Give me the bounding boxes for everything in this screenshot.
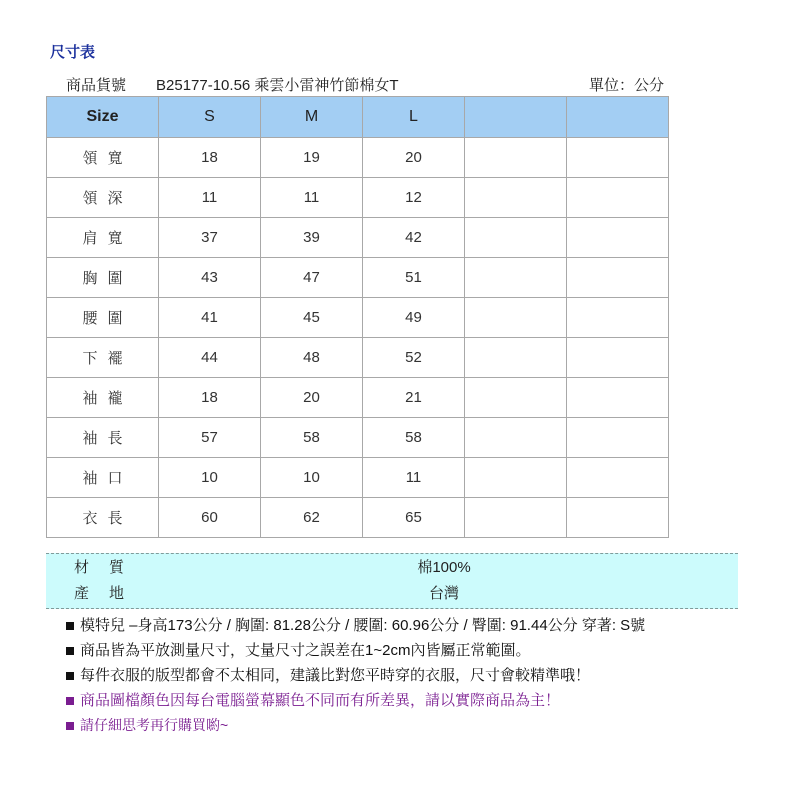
measurement-value: 48 xyxy=(261,338,363,378)
note-item xyxy=(66,638,766,663)
size-table-row xyxy=(47,218,669,258)
product-info-row xyxy=(66,74,668,96)
measurement-value: 18 xyxy=(159,378,261,418)
size-table-header-row xyxy=(47,97,669,138)
size-table-row xyxy=(47,418,669,458)
measurement-label: 袖襱 xyxy=(47,378,159,418)
size-header-cell: M xyxy=(261,97,363,138)
origin-row xyxy=(46,582,738,607)
measurement-value: 11 xyxy=(261,178,363,218)
size-table-row xyxy=(47,298,669,338)
measurement-value: 10 xyxy=(261,458,363,498)
measurement-value: 42 xyxy=(363,218,465,258)
measurement-value xyxy=(465,498,567,538)
measurement-label: 下襬 xyxy=(47,338,159,378)
measurement-value xyxy=(465,218,567,258)
measurement-value xyxy=(465,178,567,218)
measurement-value: 19 xyxy=(261,138,363,178)
size-header-cell: Size xyxy=(47,97,159,138)
measurement-value xyxy=(465,338,567,378)
measurement-value xyxy=(567,258,669,298)
material-label: 材質 xyxy=(74,559,145,576)
measurement-value: 60 xyxy=(159,498,261,538)
measurement-value: 65 xyxy=(363,498,465,538)
size-table-row xyxy=(47,338,669,378)
origin-label: 產地 xyxy=(74,585,145,602)
note-item xyxy=(66,688,766,713)
note-item xyxy=(66,613,766,638)
measurement-value: 49 xyxy=(363,298,465,338)
note-text: 商品皆為平放測量尺寸，丈量尺寸之誤差在1~2cm內皆屬正常範圍。 xyxy=(80,642,531,659)
measurement-value: 58 xyxy=(261,418,363,458)
note-item xyxy=(66,713,766,738)
measurement-label: 領深 xyxy=(47,178,159,218)
measurement-value xyxy=(465,458,567,498)
size-header-cell xyxy=(465,97,567,138)
size-table-row xyxy=(47,178,669,218)
square-bullet-icon xyxy=(66,622,74,630)
material-row xyxy=(46,556,738,581)
note-text: 每件衣服的版型都會不太相同，建議比對您平時穿的衣服，尺寸會較精準哦！ xyxy=(80,667,591,684)
unit-label: 單位：公分 xyxy=(588,77,664,94)
square-bullet-icon xyxy=(66,722,74,730)
origin-value: 台灣 xyxy=(428,585,460,602)
size-table-row xyxy=(47,138,669,178)
measurement-value: 47 xyxy=(261,258,363,298)
measurement-value xyxy=(567,378,669,418)
size-header-cell xyxy=(567,97,669,138)
measurement-value: 51 xyxy=(363,258,465,298)
measurement-value xyxy=(465,418,567,458)
measurement-value xyxy=(465,378,567,418)
measurement-value xyxy=(567,298,669,338)
note-item xyxy=(66,663,766,688)
measurement-value xyxy=(465,298,567,338)
measurement-label: 腰圍 xyxy=(47,298,159,338)
measurement-value: 58 xyxy=(363,418,465,458)
measurement-value: 11 xyxy=(363,458,465,498)
square-bullet-icon xyxy=(66,647,74,655)
note-text: 請仔細思考再行購買喲~ xyxy=(80,717,229,733)
notes-list xyxy=(66,613,766,738)
size-table xyxy=(46,96,669,538)
measurement-label: 胸圍 xyxy=(47,258,159,298)
size-table-row xyxy=(47,378,669,418)
measurement-value: 43 xyxy=(159,258,261,298)
measurement-value xyxy=(567,218,669,258)
product-code-label: 商品貨號 xyxy=(66,77,127,94)
measurement-value: 41 xyxy=(159,298,261,338)
measurement-value: 44 xyxy=(159,338,261,378)
measurement-label: 袖口 xyxy=(47,458,159,498)
measurement-value xyxy=(567,338,669,378)
measurement-label: 肩寬 xyxy=(47,218,159,258)
material-origin-panel xyxy=(46,553,738,609)
size-header-cell: L xyxy=(363,97,465,138)
measurement-value: 12 xyxy=(363,178,465,218)
measurement-value xyxy=(567,458,669,498)
size-table-row xyxy=(47,258,669,298)
material-value: 棉100% xyxy=(417,559,471,576)
square-bullet-icon xyxy=(66,672,74,680)
measurement-value: 45 xyxy=(261,298,363,338)
measurement-value xyxy=(567,498,669,538)
measurement-value: 39 xyxy=(261,218,363,258)
page-title: 尺寸表 xyxy=(50,44,96,61)
measurement-label: 衣長 xyxy=(47,498,159,538)
measurement-value: 37 xyxy=(159,218,261,258)
measurement-label: 袖長 xyxy=(47,418,159,458)
size-table-row xyxy=(47,458,669,498)
note-text: 商品圖檔顏色因每台電腦螢幕顯色不同而有所差異，請以實際商品為主！ xyxy=(80,692,561,709)
measurement-value: 10 xyxy=(159,458,261,498)
measurement-value: 20 xyxy=(363,138,465,178)
measurement-label: 領寬 xyxy=(47,138,159,178)
product-code-name: B25177-10.56 乘雲小雷神竹節棉女T xyxy=(156,77,399,94)
measurement-value xyxy=(567,138,669,178)
square-bullet-icon xyxy=(66,697,74,705)
size-header-cell: S xyxy=(159,97,261,138)
measurement-value xyxy=(567,418,669,458)
size-table-row xyxy=(47,498,669,538)
measurement-value: 21 xyxy=(363,378,465,418)
measurement-value: 62 xyxy=(261,498,363,538)
measurement-value xyxy=(465,138,567,178)
measurement-value: 11 xyxy=(159,178,261,218)
measurement-value xyxy=(567,178,669,218)
measurement-value: 57 xyxy=(159,418,261,458)
measurement-value: 20 xyxy=(261,378,363,418)
measurement-value: 18 xyxy=(159,138,261,178)
measurement-value xyxy=(465,258,567,298)
measurement-value: 52 xyxy=(363,338,465,378)
note-text: 模特兒 –身高173公分 / 胸圍: 81.28公分 / 腰圍: 60.96公分 / 臀圍: 91.44公分 穿著: S號 xyxy=(80,617,646,634)
